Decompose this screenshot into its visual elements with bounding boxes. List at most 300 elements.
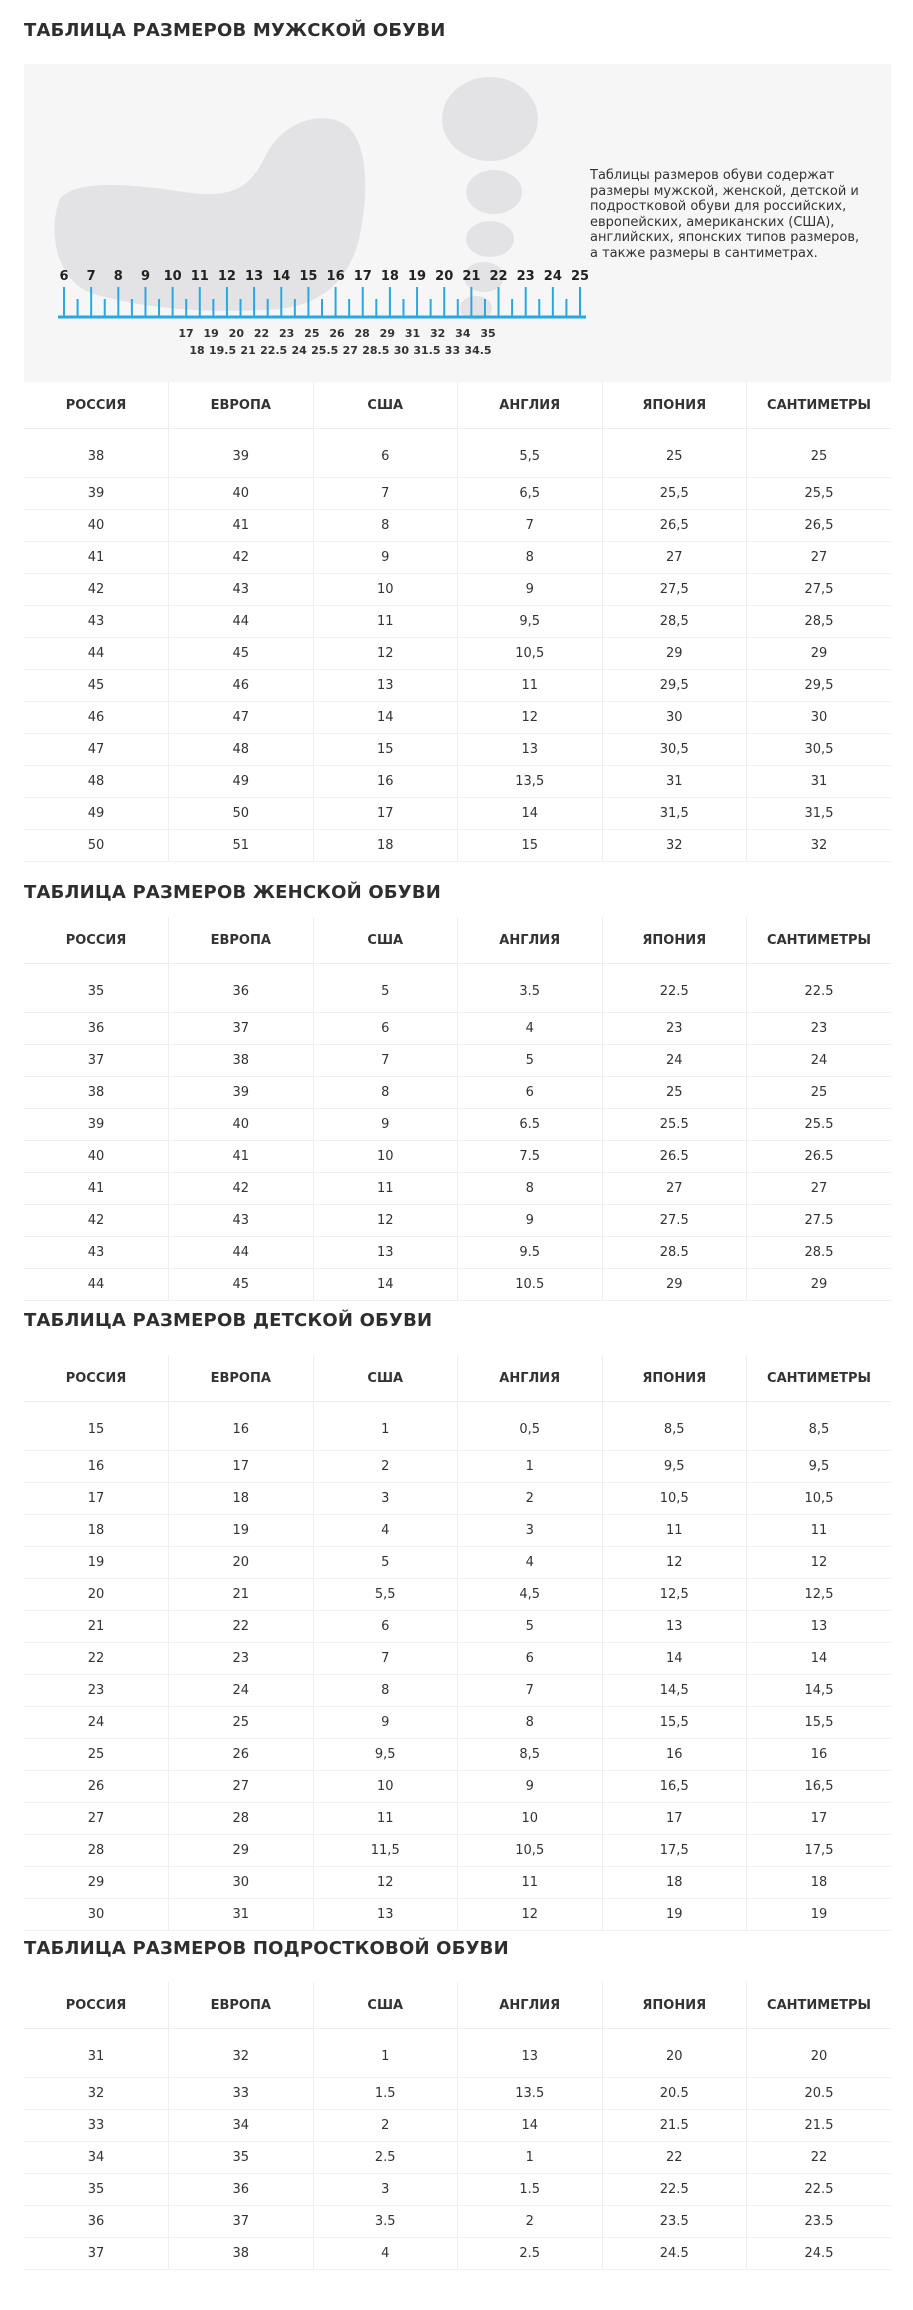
- table-cell: 48: [169, 734, 314, 766]
- table-cell: 36: [24, 1013, 169, 1045]
- table-cell: 26,5: [747, 510, 892, 542]
- table-cell: 4,5: [458, 1579, 603, 1611]
- table-cell: 36: [169, 2174, 314, 2206]
- ruler-row1-label: 29: [379, 327, 395, 340]
- table-cell: 22.5: [747, 2174, 892, 2206]
- table-row: [24, 1611, 891, 1643]
- table-cell: 0,5: [458, 1402, 603, 1451]
- table-row: [24, 1205, 891, 1237]
- ruler-top-label: 23: [516, 269, 535, 284]
- men-size-table: [24, 382, 891, 862]
- table-cell: 29: [747, 638, 892, 670]
- table-cell: 31: [169, 1899, 314, 1931]
- table-cell: 39: [24, 1109, 169, 1141]
- table-cell: 13: [313, 1237, 458, 1269]
- table-cell: 24.5: [602, 2238, 747, 2270]
- table-cell: 40: [24, 1141, 169, 1173]
- ruler-row1-label: 34: [455, 327, 471, 340]
- ruler-top-label: 14: [272, 269, 291, 284]
- table-cell: 12: [602, 1547, 747, 1579]
- table-cell: 8: [458, 1707, 603, 1739]
- table-cell: 27: [169, 1771, 314, 1803]
- column-header: АНГЛИЯ: [458, 1982, 603, 2029]
- table-header-row: [24, 917, 891, 964]
- column-header: РОССИЯ: [24, 1982, 169, 2029]
- table-cell: 27.5: [747, 1205, 892, 1237]
- column-header: РОССИЯ: [24, 382, 169, 429]
- table-cell: 7: [458, 1675, 603, 1707]
- table-cell: 23: [747, 1013, 892, 1045]
- table-cell: 48: [24, 766, 169, 798]
- table-cell: 28.5: [602, 1237, 747, 1269]
- table-cell: 24: [602, 1045, 747, 1077]
- table-cell: 44: [169, 606, 314, 638]
- table-cell: 25: [602, 1077, 747, 1109]
- ruler-row1-label: 35: [480, 327, 496, 340]
- table-cell: 12,5: [747, 1579, 892, 1611]
- table-cell: 20: [747, 2029, 892, 2078]
- ruler-top-label: 22: [489, 269, 508, 284]
- ruler-row2-label: 30: [393, 344, 410, 357]
- table-cell: 9.5: [458, 1237, 603, 1269]
- table-row: [24, 542, 891, 574]
- table-cell: 39: [169, 1077, 314, 1109]
- table-cell: 6: [313, 1611, 458, 1643]
- table-cell: 10: [313, 574, 458, 606]
- table-row: [24, 1547, 891, 1579]
- ruler-row2-label: 34.5: [464, 344, 492, 357]
- table-row: [24, 1141, 891, 1173]
- table-row: [24, 830, 891, 862]
- ruler-row2-label: 25.5: [311, 344, 339, 357]
- table-row: [24, 1899, 891, 1931]
- column-header: ЕВРОПА: [169, 382, 314, 429]
- table-cell: 4: [313, 1515, 458, 1547]
- column-header: ЯПОНИЯ: [602, 917, 747, 964]
- table-cell: 29: [602, 638, 747, 670]
- table-cell: 10: [313, 1141, 458, 1173]
- table-cell: 5,5: [458, 429, 603, 478]
- column-header: АНГЛИЯ: [458, 917, 603, 964]
- table-cell: 1.5: [458, 2174, 603, 2206]
- ruler-top-label: 17: [353, 269, 372, 284]
- table-cell: 29: [602, 1269, 747, 1301]
- column-header: ЕВРОПА: [169, 917, 314, 964]
- table-cell: 13: [313, 1899, 458, 1931]
- table-cell: 30: [602, 702, 747, 734]
- table-cell: 27: [24, 1803, 169, 1835]
- table-cell: 30,5: [602, 734, 747, 766]
- table-cell: 15,5: [602, 1707, 747, 1739]
- table-cell: 49: [169, 766, 314, 798]
- table-cell: 15: [24, 1402, 169, 1451]
- ruler-row1-label: 22: [253, 327, 270, 340]
- table-cell: 8,5: [458, 1739, 603, 1771]
- table-cell: 2: [458, 1483, 603, 1515]
- table-cell: 2: [313, 2110, 458, 2142]
- teen-size-table: [24, 1982, 891, 2270]
- table-cell: 11: [313, 1173, 458, 1205]
- table-cell: 17: [169, 1451, 314, 1483]
- table-cell: 27,5: [747, 574, 892, 606]
- table-cell: 2: [313, 1451, 458, 1483]
- table-cell: 32: [24, 2078, 169, 2110]
- table-cell: 6: [313, 429, 458, 478]
- table-cell: 25: [24, 1739, 169, 1771]
- table-cell: 9: [458, 1771, 603, 1803]
- table-row: [24, 510, 891, 542]
- table-row: [24, 734, 891, 766]
- table-cell: 4: [458, 1013, 603, 1045]
- table-cell: 10,5: [458, 1835, 603, 1867]
- table-cell: 15: [458, 830, 603, 862]
- table-row: [24, 606, 891, 638]
- table-cell: 49: [24, 798, 169, 830]
- table-cell: 5: [313, 1547, 458, 1579]
- table-cell: 40: [169, 1109, 314, 1141]
- table-cell: 12: [313, 1867, 458, 1899]
- table-cell: 4: [313, 2238, 458, 2270]
- table-cell: 29,5: [602, 670, 747, 702]
- table-cell: 6: [313, 1013, 458, 1045]
- table-cell: 46: [24, 702, 169, 734]
- table-cell: 25: [169, 1707, 314, 1739]
- table-cell: 38: [24, 1077, 169, 1109]
- table-cell: 14,5: [747, 1675, 892, 1707]
- table-cell: 24: [747, 1045, 892, 1077]
- table-cell: 11: [313, 1803, 458, 1835]
- table-cell: 9: [313, 542, 458, 574]
- ruler-row1-label: 17: [178, 327, 194, 340]
- table-row: [24, 964, 891, 1013]
- column-header: РОССИЯ: [24, 1355, 169, 1402]
- ruler-row1-label: 20: [228, 327, 244, 340]
- table-row: [24, 1803, 891, 1835]
- table-cell: 1.5: [313, 2078, 458, 2110]
- table-cell: 3.5: [313, 2206, 458, 2238]
- table-row: [24, 638, 891, 670]
- ruler-top-label: 8: [113, 269, 123, 284]
- table-cell: 41: [169, 510, 314, 542]
- table-cell: 50: [169, 798, 314, 830]
- column-header: США: [313, 917, 458, 964]
- table-cell: 36: [24, 2206, 169, 2238]
- table-cell: 14: [458, 2110, 603, 2142]
- table-cell: 26,5: [602, 510, 747, 542]
- table-cell: 41: [169, 1141, 314, 1173]
- table-cell: 15: [313, 734, 458, 766]
- table-cell: 50: [24, 830, 169, 862]
- table-cell: 16,5: [602, 1771, 747, 1803]
- table-cell: 27.5: [602, 1205, 747, 1237]
- table-cell: 22.5: [602, 2174, 747, 2206]
- table-cell: 10: [313, 1771, 458, 1803]
- table-cell: 24.5: [747, 2238, 892, 2270]
- table-cell: 42: [24, 1205, 169, 1237]
- table-cell: 30,5: [747, 734, 892, 766]
- table-cell: 17,5: [747, 1835, 892, 1867]
- table-cell: 8: [313, 1675, 458, 1707]
- table-cell: 13: [458, 2029, 603, 2078]
- table-cell: 21: [24, 1611, 169, 1643]
- table-cell: 10,5: [458, 638, 603, 670]
- table-cell: 43: [169, 574, 314, 606]
- table-cell: 29: [747, 1269, 892, 1301]
- table-cell: 3: [313, 1483, 458, 1515]
- ruler-row1-label: 31: [404, 327, 421, 340]
- table-cell: 38: [169, 1045, 314, 1077]
- table-cell: 28,5: [747, 606, 892, 638]
- table-cell: 38: [169, 2238, 314, 2270]
- table-cell: 14: [602, 1643, 747, 1675]
- table-cell: 44: [169, 1237, 314, 1269]
- column-header: США: [313, 1982, 458, 2029]
- table-cell: 35: [24, 2174, 169, 2206]
- table-cell: 4: [458, 1547, 603, 1579]
- section-title-men: ТАБЛИЦА РАЗМЕРОВ МУЖСКОЙ ОБУВИ: [24, 20, 446, 41]
- ruler-top-label: 11: [190, 269, 209, 284]
- table-cell: 14: [458, 798, 603, 830]
- ruler-row2-label: 22.5: [260, 344, 288, 357]
- section-title-women: ТАБЛИЦА РАЗМЕРОВ ЖЕНСКОЙ ОБУВИ: [24, 882, 442, 903]
- table-cell: 12: [747, 1547, 892, 1579]
- table-cell: 26: [24, 1771, 169, 1803]
- ruler-top-label: 24: [543, 269, 562, 284]
- table-cell: 17: [313, 798, 458, 830]
- table-cell: 51: [169, 830, 314, 862]
- table-cell: 44: [24, 638, 169, 670]
- table-cell: 30: [747, 702, 892, 734]
- table-cell: 11: [602, 1515, 747, 1547]
- table-cell: 13,5: [458, 766, 603, 798]
- table-cell: 18: [313, 830, 458, 862]
- table-cell: 24: [169, 1675, 314, 1707]
- table-cell: 41: [24, 1173, 169, 1205]
- table-row: [24, 1109, 891, 1141]
- table-cell: 34: [24, 2142, 169, 2174]
- women-size-table: [24, 917, 891, 1301]
- table-row: [24, 2206, 891, 2238]
- table-cell: 7.5: [458, 1141, 603, 1173]
- column-header: ЕВРОПА: [169, 1355, 314, 1402]
- table-cell: 37: [169, 1013, 314, 1045]
- column-header: ЯПОНИЯ: [602, 1982, 747, 2029]
- table-cell: 16: [24, 1451, 169, 1483]
- ruler-row2-label: 27: [342, 344, 358, 357]
- table-cell: 21.5: [602, 2110, 747, 2142]
- ruler-row2-label: 33: [444, 344, 461, 357]
- table-row: [24, 429, 891, 478]
- column-header: АНГЛИЯ: [458, 1355, 603, 1402]
- table-row: [24, 766, 891, 798]
- table-cell: 23: [602, 1013, 747, 1045]
- section-title-teen: ТАБЛИЦА РАЗМЕРОВ ПОДРОСТКОВОЙ ОБУВИ: [24, 1938, 509, 1959]
- size-illustration: [24, 64, 891, 382]
- table-cell: 40: [169, 478, 314, 510]
- table-cell: 18: [24, 1515, 169, 1547]
- table-cell: 30: [169, 1867, 314, 1899]
- table-cell: 43: [24, 606, 169, 638]
- ruler-row1-label: 23: [279, 327, 295, 340]
- ruler-row2-label: 28.5: [362, 344, 390, 357]
- table-cell: 7: [458, 510, 603, 542]
- table-cell: 16: [747, 1739, 892, 1771]
- table-cell: 31: [24, 2029, 169, 2078]
- table-cell: 16: [602, 1739, 747, 1771]
- table-cell: 21: [169, 1579, 314, 1611]
- table-cell: 2.5: [313, 2142, 458, 2174]
- table-cell: 34: [169, 2110, 314, 2142]
- column-header: САНТИМЕТРЫ: [767, 932, 871, 948]
- table-cell: 8: [458, 542, 603, 574]
- table-cell: 17: [24, 1483, 169, 1515]
- table-cell: 29,5: [747, 670, 892, 702]
- table-header-row: [24, 1982, 891, 2029]
- table-cell: 25: [747, 429, 892, 478]
- ruler-top-label: 9: [140, 269, 150, 284]
- table-cell: 8,5: [747, 1402, 892, 1451]
- table-cell: 9,5: [602, 1451, 747, 1483]
- table-cell: 40: [24, 510, 169, 542]
- hero-description: Таблицы размеров обуви содержат размеры мужской, женской, детской и подростковой обуви для российских, европейских, американских (США), английских, японских типов размеров, а также размеры в сантиметрах.: [590, 168, 860, 261]
- table-cell: 12: [458, 702, 603, 734]
- children-size-table: [24, 1355, 891, 1931]
- section-title-children: ТАБЛИЦА РАЗМЕРОВ ДЕТСКОЙ ОБУВИ: [24, 1310, 433, 1331]
- table-cell: 39: [169, 429, 314, 478]
- table-cell: 28: [169, 1803, 314, 1835]
- table-cell: 27: [602, 542, 747, 574]
- table-cell: 42: [24, 574, 169, 606]
- table-cell: 6.5: [458, 1109, 603, 1141]
- table-cell: 42: [169, 1173, 314, 1205]
- table-cell: 12: [313, 638, 458, 670]
- table-cell: 37: [24, 1045, 169, 1077]
- ruler-top-label: 20: [435, 269, 454, 284]
- column-header: АНГЛИЯ: [458, 382, 603, 429]
- ruler-row1-label: 32: [430, 327, 446, 340]
- table-cell: 20: [602, 2029, 747, 2078]
- table-cell: 22: [169, 1611, 314, 1643]
- table-cell: 14: [747, 1643, 892, 1675]
- table-cell: 2.5: [458, 2238, 603, 2270]
- table-cell: 8,5: [602, 1402, 747, 1451]
- table-cell: 11: [458, 670, 603, 702]
- column-header: САНТИМЕТРЫ: [767, 1370, 871, 1386]
- ruler-row1-label: 25: [304, 327, 320, 340]
- column-header: САНТИМЕТРЫ: [767, 1997, 871, 2013]
- table-row: [24, 1707, 891, 1739]
- table-cell: 27,5: [602, 574, 747, 606]
- ruler-row2-label: 19.5: [208, 344, 237, 357]
- table-cell: 32: [169, 2029, 314, 2078]
- table-cell: 9,5: [313, 1739, 458, 1771]
- table-cell: 27: [747, 542, 892, 574]
- table-header-row: [24, 382, 891, 429]
- ruler-top-label: 12: [217, 269, 236, 284]
- table-cell: 9: [458, 574, 603, 606]
- table-cell: 17: [747, 1803, 892, 1835]
- table-cell: 42: [169, 542, 314, 574]
- ruler-row2-label: 31.5: [413, 344, 441, 357]
- table-row: [24, 1739, 891, 1771]
- table-cell: 28,5: [602, 606, 747, 638]
- table-cell: 32: [602, 830, 747, 862]
- table-cell: 18: [602, 1867, 747, 1899]
- table-cell: 23: [24, 1675, 169, 1707]
- table-cell: 18: [169, 1483, 314, 1515]
- table-cell: 9,5: [458, 606, 603, 638]
- column-header: США: [313, 1355, 458, 1402]
- table-cell: 6: [458, 1077, 603, 1109]
- table-cell: 18: [747, 1867, 892, 1899]
- table-cell: 5: [458, 1611, 603, 1643]
- table-cell: 46: [169, 670, 314, 702]
- ruler-top-label: 7: [86, 269, 96, 284]
- table-cell: 10,5: [747, 1483, 892, 1515]
- table-cell: 1: [458, 1451, 603, 1483]
- table-cell: 23.5: [747, 2206, 892, 2238]
- table-row: [24, 1579, 891, 1611]
- table-cell: 19: [24, 1547, 169, 1579]
- table-row: [24, 1013, 891, 1045]
- ruler-top-label: 19: [408, 269, 427, 284]
- table-cell: 30: [24, 1899, 169, 1931]
- ruler-top-label: 15: [299, 269, 318, 284]
- table-cell: 25.5: [602, 1109, 747, 1141]
- table-cell: 31: [602, 766, 747, 798]
- table-header-row: [24, 1355, 891, 1402]
- table-row: [24, 1237, 891, 1269]
- table-cell: 25,5: [602, 478, 747, 510]
- table-cell: 23.5: [602, 2206, 747, 2238]
- table-cell: 25,5: [747, 478, 892, 510]
- table-cell: 13: [458, 734, 603, 766]
- ruler-top-label: 13: [245, 269, 264, 284]
- table-cell: 13: [747, 1611, 892, 1643]
- table-row: [24, 702, 891, 734]
- table-cell: 12: [313, 1205, 458, 1237]
- table-row: [24, 1867, 891, 1899]
- table-cell: 45: [169, 1269, 314, 1301]
- table-cell: 25: [602, 429, 747, 478]
- table-cell: 37: [24, 2238, 169, 2270]
- table-cell: 31: [747, 766, 892, 798]
- table-cell: 14,5: [602, 1675, 747, 1707]
- column-header: США: [313, 382, 458, 429]
- table-cell: 22: [24, 1643, 169, 1675]
- ruler-top-label: 10: [163, 269, 182, 284]
- table-cell: 22.5: [747, 964, 892, 1013]
- table-cell: 29: [24, 1867, 169, 1899]
- table-cell: 10: [458, 1803, 603, 1835]
- table-cell: 43: [169, 1205, 314, 1237]
- column-header: ЕВРОПА: [169, 1982, 314, 2029]
- table-cell: 26: [169, 1739, 314, 1771]
- table-cell: 16: [313, 766, 458, 798]
- table-cell: 10,5: [602, 1483, 747, 1515]
- table-cell: 20.5: [747, 2078, 892, 2110]
- ruler-row1-label: 19: [203, 327, 219, 340]
- ruler-top-label: 6: [59, 269, 69, 284]
- table-cell: 11: [747, 1515, 892, 1547]
- table-cell: 32: [747, 830, 892, 862]
- column-header: РОССИЯ: [24, 917, 169, 964]
- table-cell: 22: [747, 2142, 892, 2174]
- table-row: [24, 1077, 891, 1109]
- table-cell: 3: [458, 1515, 603, 1547]
- table-cell: 28: [24, 1835, 169, 1867]
- table-cell: 25: [747, 1077, 892, 1109]
